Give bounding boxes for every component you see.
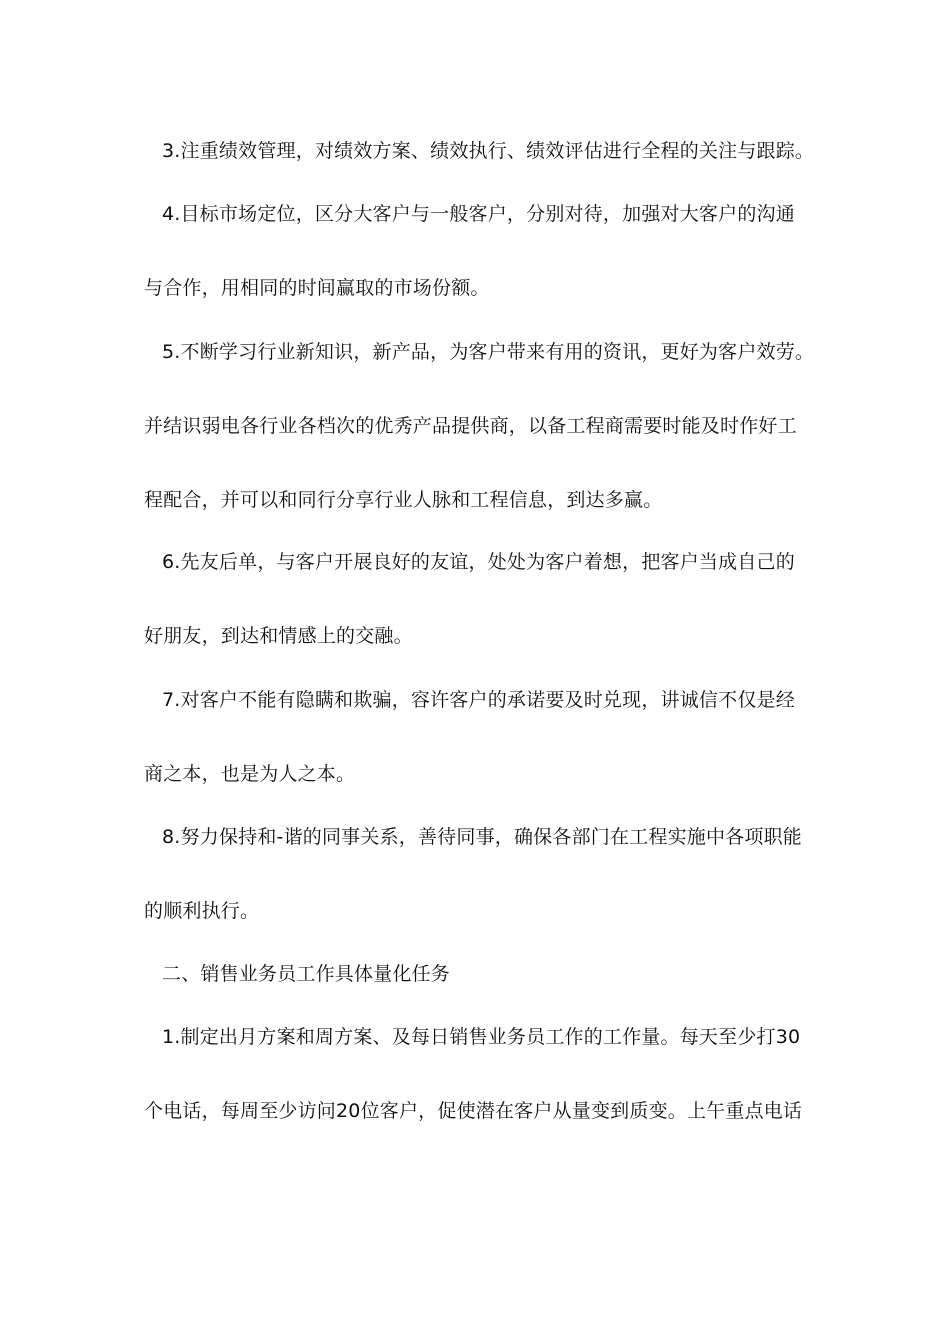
- paragraph-item-3-line-1: 3.注重绩效管理，对绩效方案、绩效执行、绩效评估进行全程的关注与跟踪。: [162, 140, 815, 162]
- paragraph-item-4-line-1: 4.目标市场定位，区分大客户与一般客户，分别对待，加强对大客户的沟通: [162, 203, 795, 225]
- paragraph-item-5-line-1: 5.不断学习行业新知识，新产品，为客户带来有用的资讯，更好为客户效劳。: [162, 341, 815, 363]
- paragraph-item-8-line-2: 的顺利执行。: [144, 900, 260, 922]
- paragraph-item-7-line-2: 商之本，也是为人之本。: [144, 763, 356, 785]
- paragraph-item-1-line-2: 个电话，每周至少访问20位客户，促使潜在客户从量变到质变。上午重点电话: [144, 1100, 803, 1122]
- paragraph-item-8-line-1: 8.努力保持和-谐的同事关系，善待同事，确保各部门在工程实施中各项职能: [162, 826, 802, 848]
- section-heading: 二、销售业务员工作具体量化任务: [162, 963, 451, 985]
- paragraph-item-4-line-2: 与合作，用相同的时间赢取的市场份额。: [144, 277, 490, 299]
- paragraph-item-5-line-3: 程配合，并可以和同行分享行业人脉和工程信息，到达多赢。: [144, 489, 663, 511]
- paragraph-item-5-line-2: 并结识弱电各行业各档次的优秀产品提供商，以备工程商需要时能及时作好工: [144, 415, 797, 437]
- paragraph-item-1-line-1: 1.制定出月方案和周方案、及每日销售业务员工作的工作量。每天至少打30: [162, 1026, 801, 1048]
- paragraph-item-6-line-1: 6.先友后单，与客户开展良好的友谊，处处为客户着想，把客户当成自己的: [162, 551, 795, 573]
- paragraph-item-6-line-2: 好朋友，到达和情感上的交融。: [144, 625, 413, 647]
- paragraph-item-7-line-1: 7.对客户不能有隐瞒和欺骗，容许客户的承诺要及时兑现，讲诚信不仅是经: [162, 689, 795, 711]
